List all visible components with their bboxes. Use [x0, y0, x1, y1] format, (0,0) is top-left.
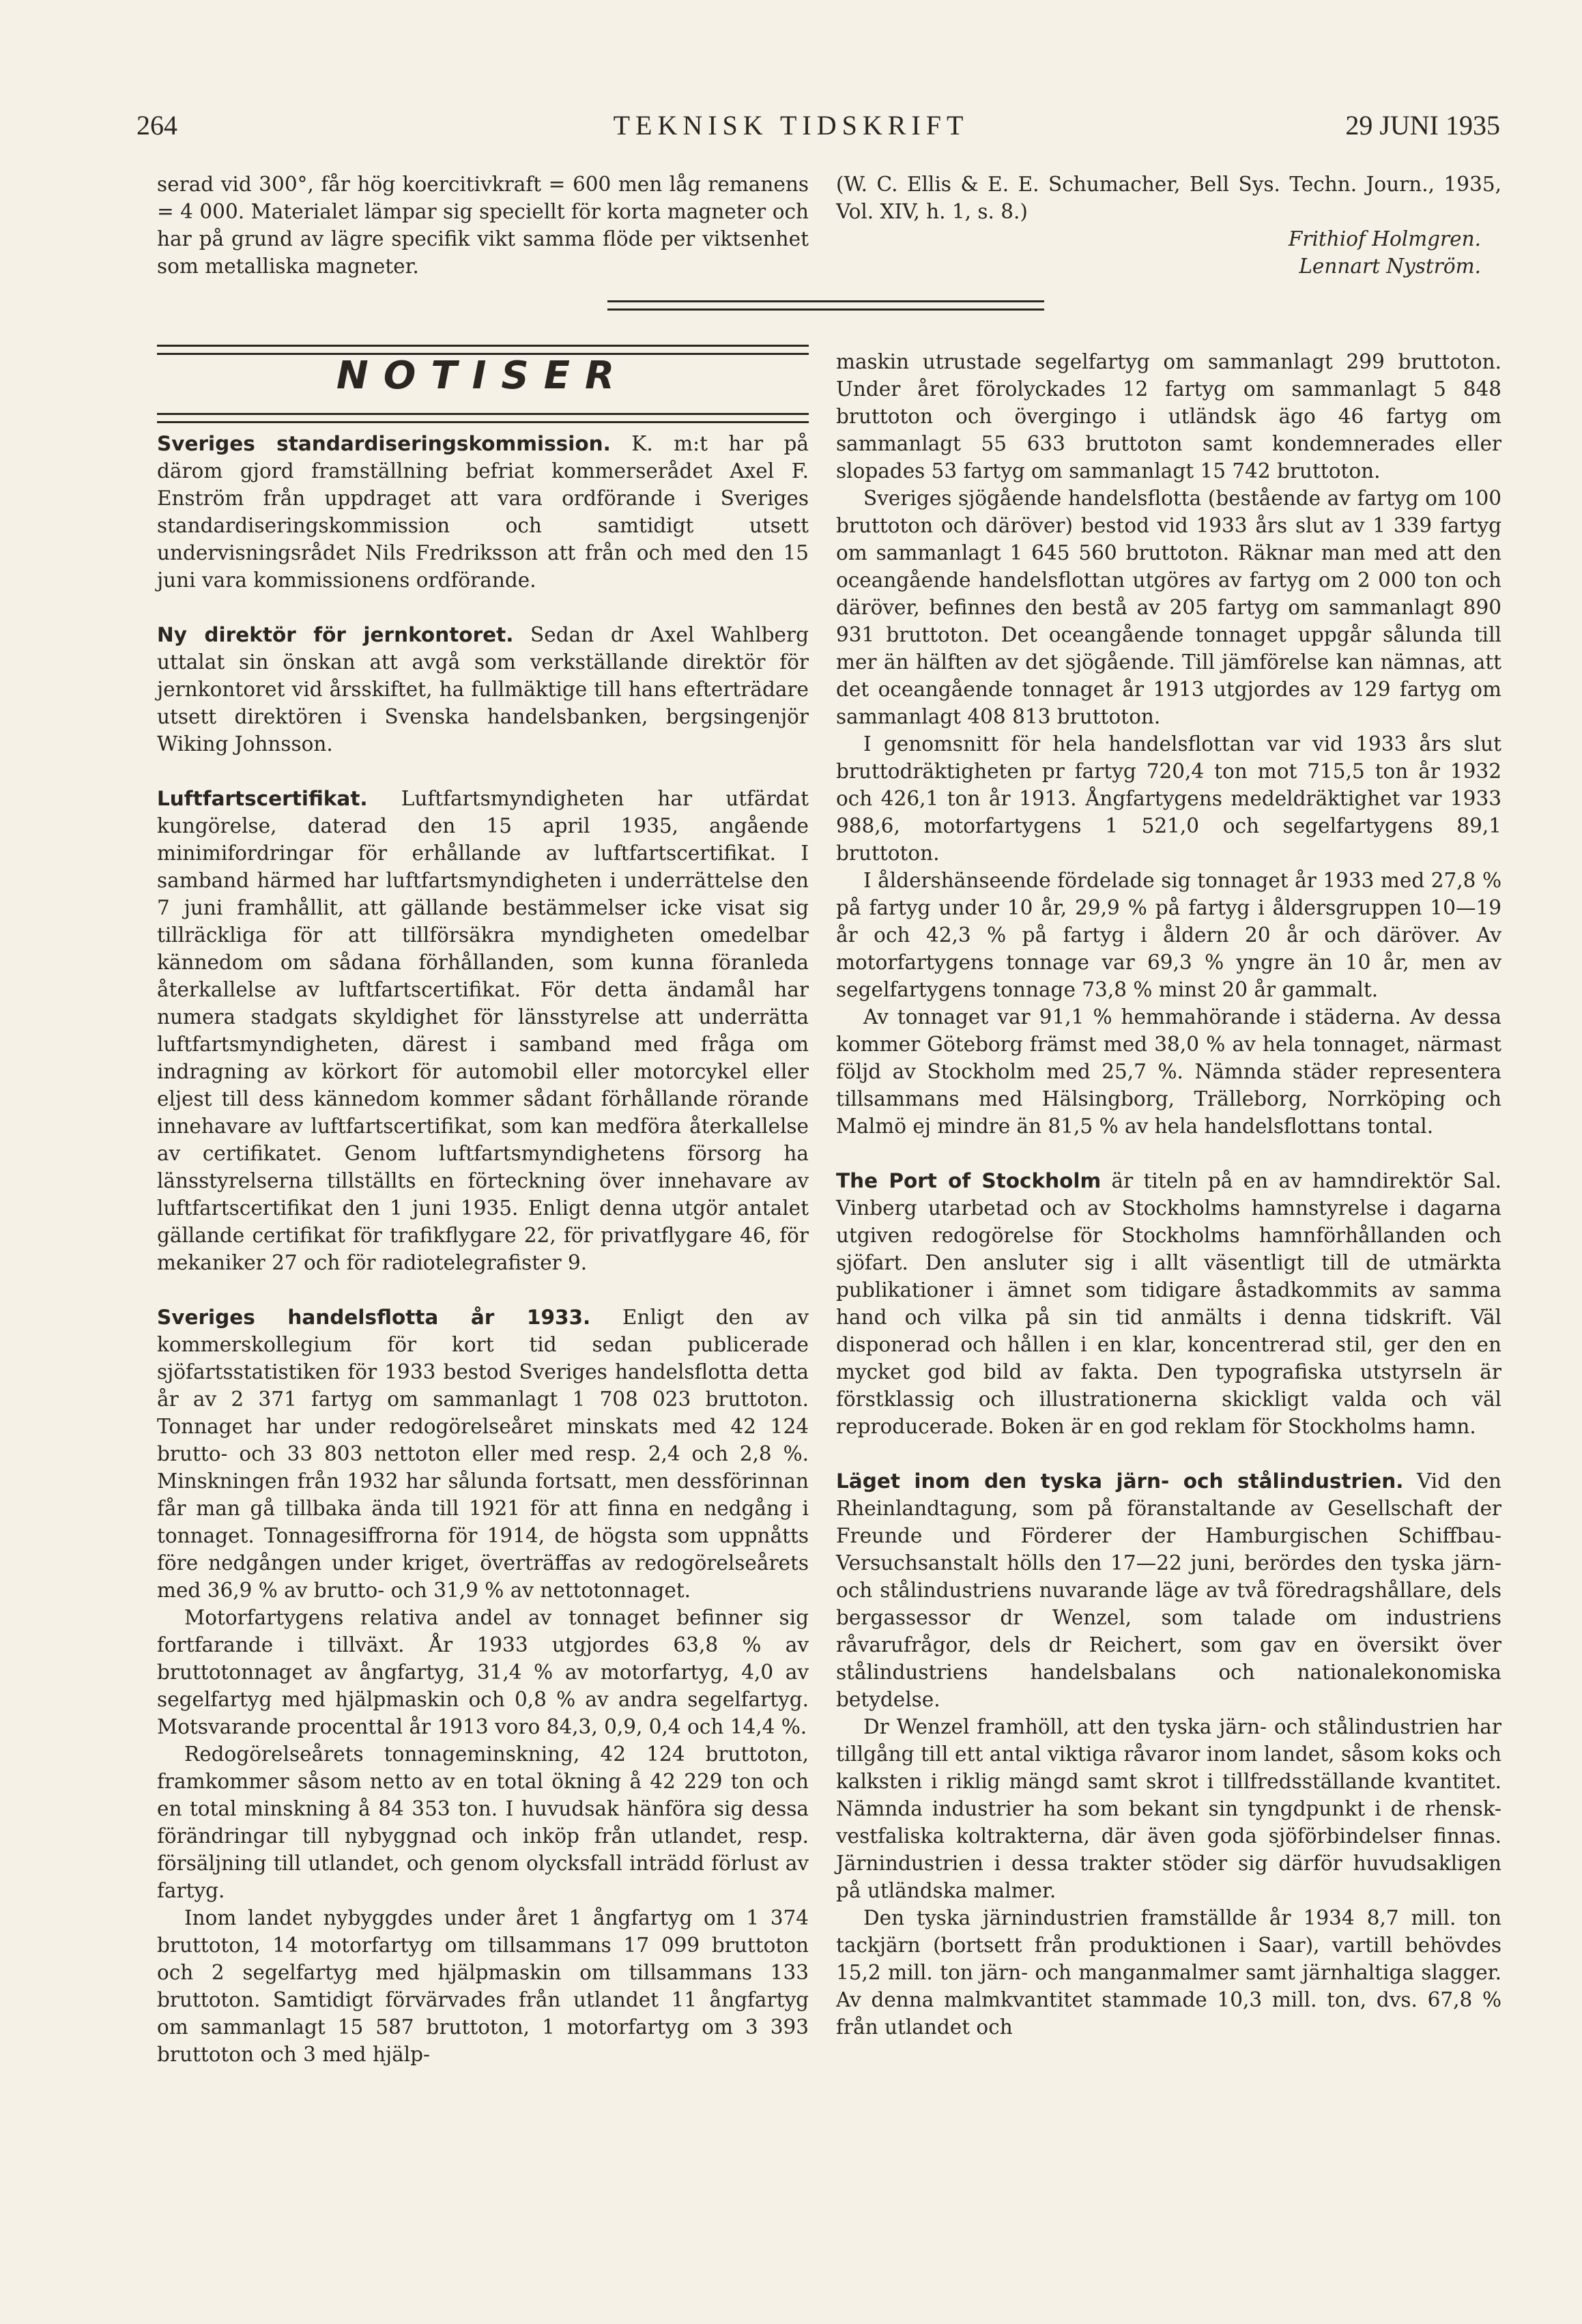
issue-date: 29 JUNI 1935	[1345, 110, 1500, 141]
notice-paragraph: I åldershänseende fördelade sig tonnaget år 1933 med 27,8 % på fartyg under 10 år, 29,9 % på fartyg i åldersgruppen 10—19 år och 42,3 % på fartyg i åldern 20 år och däröver. Av motorfartygens tonnage var 69,3 % yngre än 10 år, men av segelfartygens tonnage 73,8 % minst 20 år gammalt.	[836, 869, 1501, 1001]
notice-heading: Läget inom den tyska järn- och stålindustrien.	[836, 1469, 1404, 1493]
notice-body: är titeln på en av hamndirektör Sal. Vinberg utarbetad och av Stockholms hamnstyrelse i dagarna utgiven redogörelse för Stockholms hamnförhållanden och sjöfart. Den ansluter sig i allt väsentligt till de utmärkta publikationer i ämnet som tidigare åstadkommits av samma hand och vilka på sin tid anmälts i denna tidskrift. Väl disponerad och hållen i en klar, koncentrerad stil, ger den en mycket god bild av fakta. Den typografiska utstyrseln är förstklassig och illustrationerna skickligt valda och väl reproducerade. Boken är en god reklam för Stockholms hamn.	[836, 1169, 1501, 1438]
notice-paragraph: Dr Wenzel framhöll, att den tyska järn- och stålindustrien har tillgång till ett antal viktiga råvaror inom landet, såsom koks och kalksten i riklig mängd samt skrot i tillfredsställande kvantitet. Nämnda industrier ha som bekant sin tyngdpunkt i de rhensk-vestfaliska koltrakterna, där även goda sjöförbindelser finnas. Järnindustrien i dessa trakter stöder sig därför huvudsakligen på utländska malmer.	[836, 1715, 1501, 1902]
notice-heading: Sveriges standardiseringskommission.	[157, 432, 611, 455]
article-separator-rule	[607, 300, 1044, 311]
citation: (W. C. Ellis & E. E. Schumacher, Bell Sys. Techn. Journ., 1935, Vol. XIV, h. 1, s. 8.)	[836, 173, 1501, 223]
notice-paragraph: Inom landet nybyggdes under året 1 ångfartyg om 1 374 bruttoton, 14 motorfartyg om tillsammans 17 099 bruttoton och 2 segelfartyg med hjälpmaskin om tillsammans 133 bruttoton. Samtidigt förvärvades från utlandet 11 ångfartyg om sammanlagt 15 587 bruttoton, 1 motorfartyg om 3 393 bruttoton och 3 med hjälp-	[157, 1906, 809, 2066]
notice-luftfartscertifikat	[157, 785, 809, 1276]
notice-paragraph: Sveriges sjögående handelsflotta (bestående av fartyg om 100 bruttoton och däröver) bestod vid 1933 års slut av 1 339 fartyg om sammanlagt 1 645 560 bruttoton. Räknar man med att den oceangående handelsflottan utgöres av fartyg om 2 000 ton och däröver, befinnes den bestå av 205 fartyg om sammanlagt 890 931 bruttoton. Det oceangående tonnaget uppgår sålunda till mer än hälften av det sjögående. Till jämförelse kan nämnas, att det oceangående tonnaget år 1913 utgjordes av 129 fartyg om sammanlagt 408 813 bruttoton.	[836, 487, 1501, 728]
notice-paragraph: Motorfartygens relativa andel av tonnaget befinner sig fortfarande i tillväxt. År 1933 utgjordes 63,8 % av bruttotonnaget av ångfartyg, 31,4 % av motorfartyg, 4,0 av segelfartyg med hjälpmaskin och 0,8 % av andra segelfartyg. Motsvarande procenttal år 1913 voro 84,3, 0,9, 0,4 och 14,4 %.	[157, 1606, 809, 1738]
notice-paragraph: Redogörelseårets tonnageminskning, 42 124 bruttoton, framkommer såsom netto av en total ökning å 42 229 ton och en total minskning å 84 353 ton. I huvudsak hänföra sig dessa förändringar till nybyggnad och inköp från utlandet, resp. försäljning till utlandet, och genom olycksfall inträdd förlust av fartyg.	[157, 1742, 809, 1902]
notice-jernkontoret	[157, 621, 809, 758]
left-column	[157, 430, 809, 2068]
notice-body: K. m:t har på därom gjord framställning befriat kommerserådet Axel F. Enström från uppdraget att vara ordförande i Sveriges standardiseringskommission och samtidigt utsett undervisningsrådet Nils Fredriksson att från och med den 15 juni vara kommissionens ordförande.	[157, 432, 809, 592]
notice-heading: The Port of Stockholm	[836, 1169, 1102, 1192]
notice-body: Sedan dr Axel Wahlberg uttalat sin önskan att avgå som verkställande direktör för jernkontoret vid årsskiftet, ha fullmäktige till hans efterträdare utsett direktören i Svenska handelsbanken, bergsingenjör Wiking Johnsson.	[157, 623, 809, 756]
notiser-rule-bottom	[157, 413, 809, 423]
notice-paragraph: Den tyska järnindustrien framställde år 1934 8,7 mill. ton tackjärn (bortsett från produktionen i Saar), vartill behövdes 15,2 mill. ton järn- och manganmalmer samt järnhaltiga slagger. Av denna malmkvantitet stammade 10,3 mill. ton, dvs. 67,8 % från utlandet och	[836, 1906, 1501, 2039]
previous-article-paragraph: serad vid 300°, får hög koercitivkraft = 600 men låg remanens = 4 000. Materialet lämpar sig speciellt för korta magneter och har på grund av lägre specifik vikt samma flöde per viktsenhet som metalliska magneter.	[157, 173, 809, 278]
notice-body: Enligt den av kommerskollegium för kort tid sedan publicerade sjöfartsstatistiken för 1933 bestod Sveriges handelsflotta detta år av 2 371 fartyg om sammanlagt 1 708 023 bruttoton. Tonnaget har under redogörelseåret minskats med 42 124 brutto- och 33 803 nettoton eller med resp. 2,4 och 2,8 %. Minskningen från 1932 har sålunda fortsatt, men dessförinnan får man gå tillbaka ända till 1921 för att finna en nedgång i tonnaget. Tonnagesiffrorna för 1914, de högsta som uppnåtts före nedgången under kriget, överträffas av redogörelseårets med 36,9 % av brutto- och 31,9 % av nettotonnaget.	[157, 1306, 809, 1602]
notice-heading: Sveriges handelsflotta år 1933.	[157, 1306, 591, 1329]
notice-heading: Ny direktör för jernkontoret.	[157, 623, 514, 646]
section-title: NOTISER	[336, 354, 630, 398]
previous-article-citation	[836, 171, 1501, 280]
page-number: 264	[136, 110, 177, 141]
author-signature-2: Lennart Nyström.	[1299, 255, 1481, 278]
notice-paragraph: Av tonnaget var 91,1 % hemmahörande i städerna. Av dessa kommer Göteborg främst med 38,0 % av hela tonnaget, närmast följd av Stockholm med 25,7 %. Nämnda städer representera tillsammans med Hälsingborg, Trälleborg, Norrköping och Malmö ej mindre än 81,5 % av hela handelsflottans tontal.	[836, 1005, 1501, 1138]
journal-title: TEKNISK TIDSKRIFT	[613, 110, 969, 141]
notice-handelsflotta	[157, 1304, 809, 1604]
notice-standardiseringskommission	[157, 430, 809, 594]
notice-port-of-stockholm	[836, 1167, 1501, 1440]
right-column	[836, 348, 1501, 2041]
notice-body: Vid den Rheinlandtagung, som på föranstaltande av Gesellschaft der Freunde und Förderer der Hamburgischen Schiffbau-Versuchsanstalt hölls den 17—22 juni, berördes den tyska järn- och stålindustriens nuvarande läge av två föredragshållare, dels bergassessor dr Wenzel, som talade om industriens råvarufrågor, dels dr Reichert, som gav en översikt över stålindustriens handelsbalans och nationalekonomiska betydelse.	[836, 1469, 1501, 1711]
author-signature-1: Frithiof Holmgren.	[1288, 227, 1481, 250]
previous-article-end	[157, 171, 809, 280]
notice-body: Luftfartsmyndigheten har utfärdat kungörelse, daterad den 15 april 1935, angående minimifordringar för erhållande av luftfartscertifikat. I samband härmed har luftfartsmyndigheten i underrättelse den 7 juni framhållit, att gällande bestämmelser icke visat sig tillräckliga för att tillförsäkra myndigheten omedelbar kännedom om sådana förhållanden, som kunna föranleda återkallelse av luftfartscertifikat. För detta ändamål har numera stadgats skyldighet för länsstyrelse att underrätta luftfartsmyndigheten, därest i samband med fråga om indragning av körkort för automobil eller motorcykel eller eljest till dess kännedom kommer sådant förhållande rörande innehavare av luftfartscertifikat, som kan medföra återkallelse av certifikatet. Genom luftfartsmyndighetens försorg ha länsstyrelserna tillställts en förteckning över innehavare av luftfartscertifikat den 1 juni 1935. Enligt denna utgör antalet gällande certifikat för trafikflygare 22, för privatflygare 46, för mekaniker 27 och för radiotelegrafister 9.	[157, 787, 809, 1274]
notice-paragraph: I genomsnitt för hela handelsflottan var vid 1933 års slut bruttodräktigheten pr fartyg 720,4 ton mot 715,5 ton år 1932 och 426,1 ton år 1913. Ångfartygens medeldräktighet var 1933 988,6, motorfartygens 1 521,0 och segelfartygens 89,1 bruttoton.	[836, 732, 1501, 865]
notice-heading: Luftfartscertifikat.	[157, 787, 368, 810]
notice-jarn-och-stalindustrien	[836, 1467, 1501, 1713]
notice-paragraph: maskin utrustade segelfartyg om sammanlagt 299 bruttoton. Under året förolyckades 12 fartyg om sammanlagt 5 848 bruttoton och övergingo i utländsk ägo 46 fartyg om sammanlagt 55 633 bruttoton samt kondemnerades eller slopades 53 fartyg om sammanlagt 15 742 bruttoton.	[836, 350, 1501, 483]
